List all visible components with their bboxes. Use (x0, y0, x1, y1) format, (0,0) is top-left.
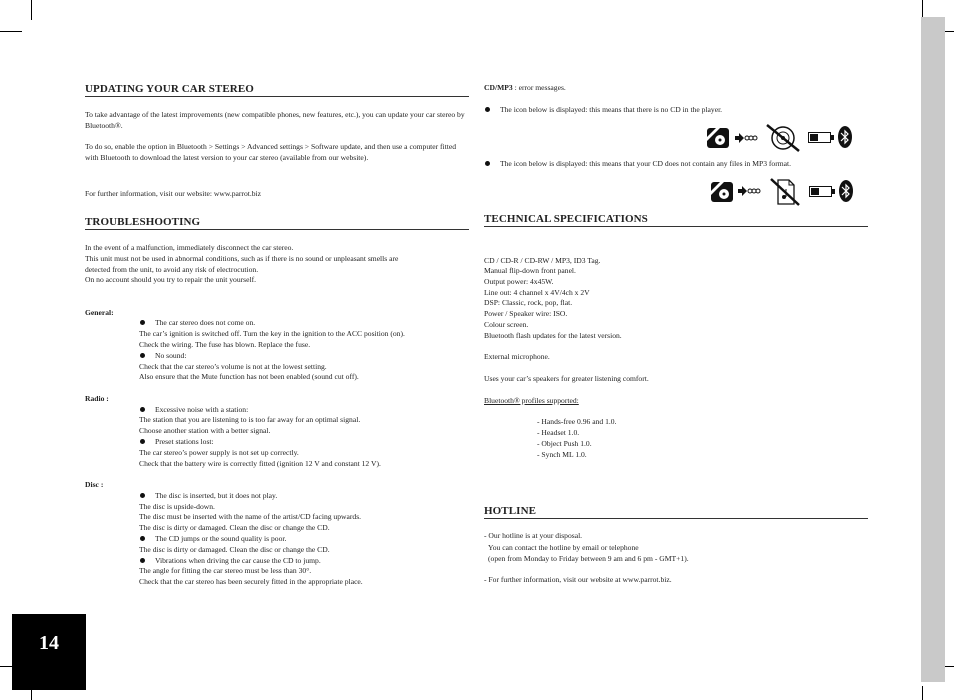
heading-technical-specifications: TECHNICAL SPECIFICATIONS (484, 213, 868, 227)
disc-line: Check that the car stereo has been securely fitted in the appropriate place. (139, 577, 363, 586)
bullet-icon (140, 536, 145, 541)
arrow-dots-icon (738, 186, 762, 196)
page-number: 14 (39, 632, 59, 654)
spec-speakers: Uses your car’s speakers for greater listening comfort. (484, 374, 649, 383)
cdmp3-bullet-2: The icon below is displayed: this means that your CD does not contain any files in MP3 format. (500, 159, 792, 168)
hotline-website: - For further information, visit our website at www.parrot.biz. (484, 575, 672, 584)
page-number-box (12, 614, 86, 690)
radio-line: The car stereo’s power supply is not set up correctly. (139, 448, 299, 457)
hotline-line: You can contact the hotline by email or telephone (488, 543, 639, 552)
spec-line: Line out: 4 channel x 4V/4ch x 2V (484, 288, 590, 297)
crop-mark (31, 0, 32, 20)
updating-paragraph-3: For further information, visit our website: www.parrot.biz (85, 189, 262, 198)
bluetooth-profile-item: - Object Push 1.0. (537, 439, 592, 448)
general-label: General: (85, 308, 114, 317)
general-line: Also ensure that the Mute function has not been enabled (sound cut off). (139, 372, 359, 381)
battery-icon (808, 132, 834, 143)
spec-line: CD / CD-R / CD-RW / MP3, ID3 Tag. (484, 256, 601, 265)
spec-line: Output power: 4x45W. (484, 277, 554, 286)
bluetooth-profile-item: - Hands-free 0.96 and 1.0. (537, 417, 617, 426)
cdmp3-bullet-1: The icon below is displayed: this means that there is no CD in the player. (500, 105, 723, 114)
hotline-line: (open from Monday to Friday between 9 am and 6 pm - GMT+1). (488, 554, 689, 563)
disc-line: The disc is upside-down. (139, 502, 215, 511)
bullet-icon (140, 439, 145, 444)
general-line: Check that the car stereo’s volume is not at the lowest setting. (139, 362, 327, 371)
bluetooth-profile-item: - Synch ML 1.0. (537, 450, 587, 459)
bluetooth-icon (838, 126, 852, 148)
disc-line: The angle for fitting the car stereo must be less than 30°. (139, 566, 312, 575)
spec-line: Manual flip-down front panel. (484, 266, 576, 275)
bluetooth-profiles-label: Bluetooth® profiles supported: (484, 396, 579, 405)
cd-slot-icon (707, 128, 729, 148)
radio-bullet-2: Preset stations lost: (155, 437, 214, 446)
heading-troubleshooting: TROUBLESHOOTING (85, 216, 469, 230)
crop-mark (0, 31, 22, 32)
troubleshooting-intro-line: This unit must not be used in abnormal conditions, such as if there is no sound or unpleasant smells are (85, 254, 399, 263)
heading-updating: UPDATING YOUR CAR STEREO (85, 83, 469, 97)
heading-hotline: HOTLINE (484, 505, 868, 519)
general-line: The car’s ignition is switched off. Turn the key in the ignition to the ACC position (on). (139, 329, 405, 338)
spec-line: DSP: Classic, rock, pop, flat. (484, 298, 573, 307)
hotline-line: - Our hotline is at your disposal. (484, 531, 583, 540)
bullet-icon (140, 320, 145, 325)
radio-line: The station that you are listening to is too far away for an optimal signal. (139, 415, 361, 424)
cdmp3-text: : error messages. (512, 83, 566, 92)
troubleshooting-intro-line: On no account should you try to repair the unit yourself. (85, 275, 257, 284)
troubleshooting-intro-line: detected from the unit, to avoid any risk of electrocution. (85, 265, 259, 274)
radio-bullet-1: Excessive noise with a station: (155, 405, 249, 414)
bluetooth-icon (839, 180, 853, 202)
radio-line: Choose another station with a better signal. (139, 426, 271, 435)
bullet-icon (485, 107, 490, 112)
disc-line: The disc must be inserted with the name of the artist/CD facing upwards. (139, 512, 362, 521)
disc-bullet-3: Vibrations when driving the car cause the CD to jump. (155, 556, 321, 565)
cdmp3-intro (484, 83, 566, 94)
general-line: Check the wiring. The fuse has blown. Replace the fuse. (139, 340, 311, 349)
disc-bullet-2: The CD jumps or the sound quality is poor. (155, 534, 287, 543)
radio-label: Radio : (85, 394, 109, 403)
side-tab-bar (921, 17, 945, 682)
crop-mark (922, 686, 923, 700)
bullet-icon (140, 558, 145, 563)
disc-bullet-1: The disc is inserted, but it does not play. (155, 491, 278, 500)
spec-line: Power / Speaker wire: ISO. (484, 309, 568, 318)
radio-line: Check that the battery wire is correctly fitted (ignition 12 V and constant 12 V). (139, 459, 381, 468)
disc-line: The disc is dirty or damaged. Clean the disc or change the CD. (139, 523, 330, 532)
no-mp3-file-icon (769, 178, 801, 206)
bullet-icon (140, 407, 145, 412)
arrow-dots-icon (735, 133, 759, 143)
spec-microphone: External microphone. (484, 352, 550, 361)
bluetooth-profile-item: - Headset 1.0. (537, 428, 580, 437)
disc-line: The disc is dirty or damaged. Clean the disc or change the CD. (139, 545, 330, 554)
troubleshooting-intro-line: In the event of a malfunction, immediately disconnect the car stereo. (85, 243, 294, 252)
spec-line: Colour screen. (484, 320, 529, 329)
bullet-icon (140, 493, 145, 498)
updating-paragraph-2: To do so, enable the option in Bluetooth > Settings > Advanced settings > Software update, and then use a computer fitted with Bluetooth to download the latest version to your car stereo (available from our website). (85, 142, 457, 162)
updating-paragraph-1: To take advantage of the latest improvements (new compatible phones, new features, etc.), you can update your car stereo by Bluetooth®. (85, 110, 465, 130)
disc-label: Disc : (85, 480, 104, 489)
bullet-icon (485, 161, 490, 166)
bullet-icon (140, 353, 145, 358)
spec-line: Bluetooth flash updates for the latest version. (484, 331, 622, 340)
cdmp3-label: CD/MP3 (484, 83, 513, 92)
battery-icon (809, 186, 835, 197)
general-bullet-1: The car stereo does not come on. (155, 318, 256, 327)
no-disc-icon (765, 124, 801, 152)
general-bullet-2: No sound: (155, 351, 187, 360)
cd-slot-icon (711, 182, 733, 202)
